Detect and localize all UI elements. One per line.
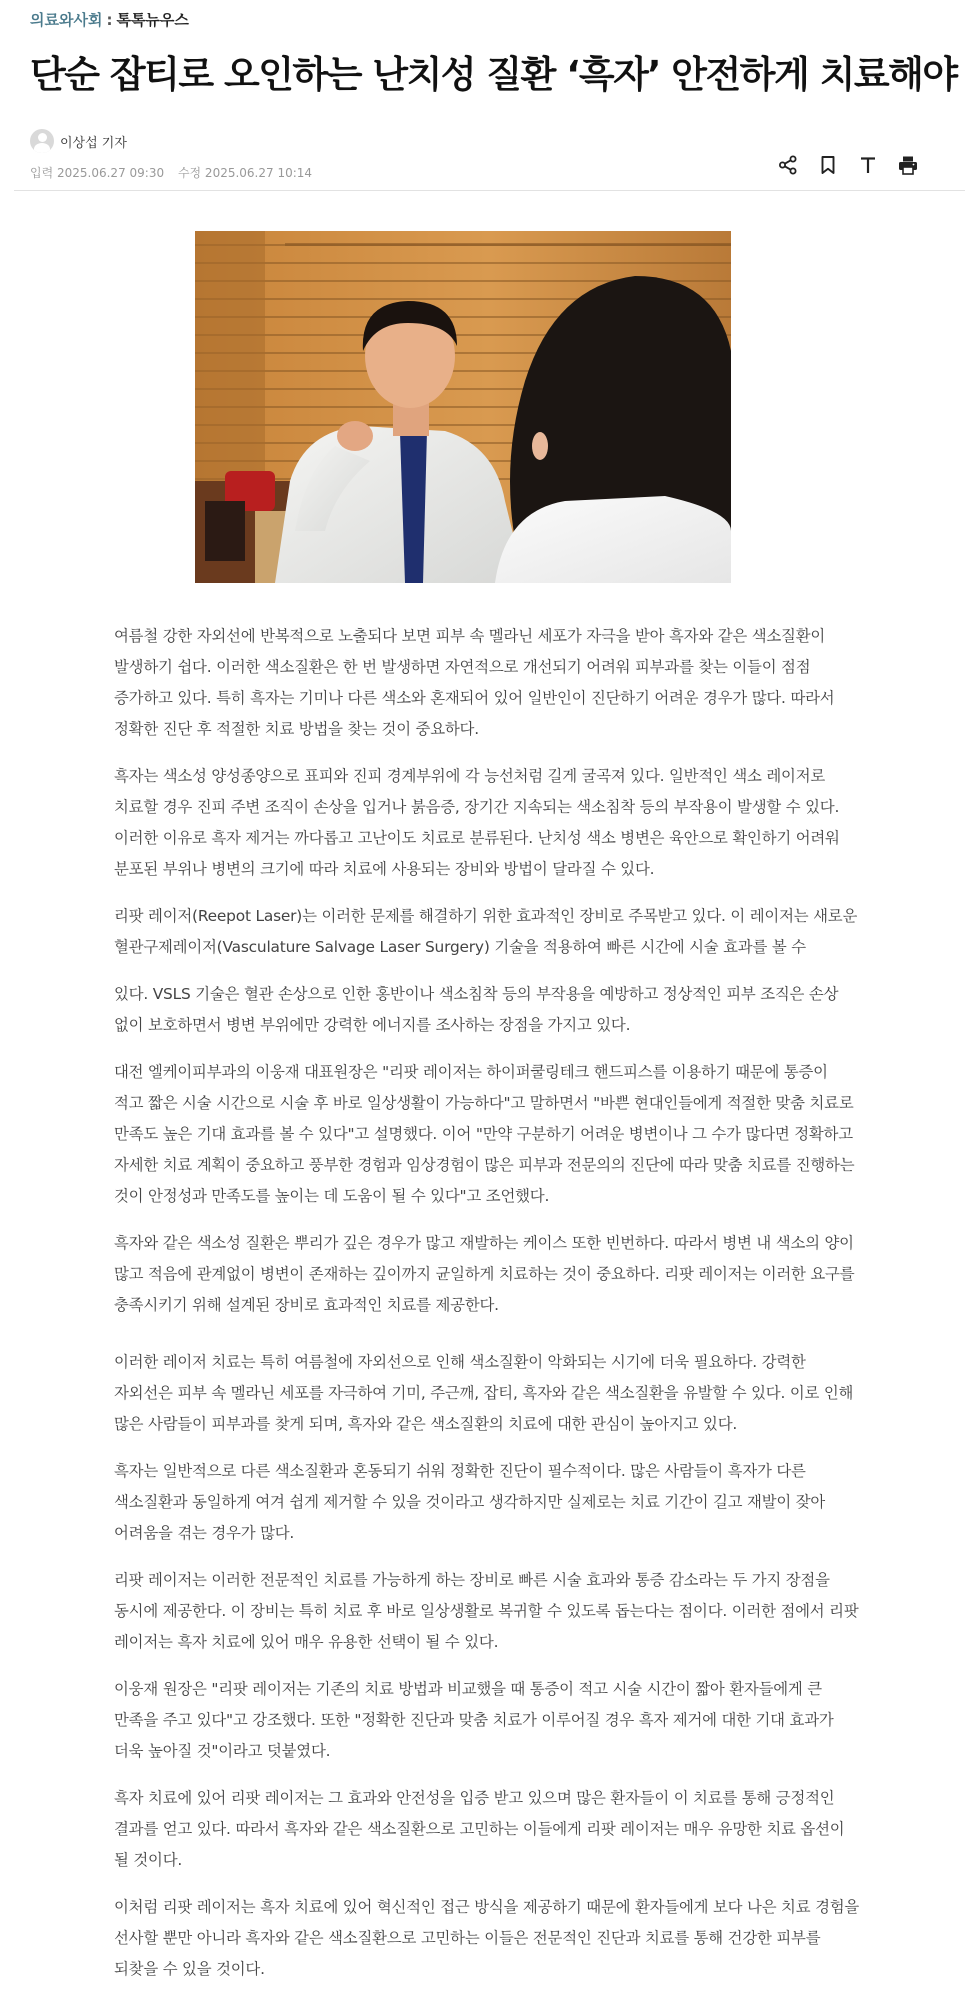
font-size-button[interactable] bbox=[855, 152, 881, 178]
bookmark-button[interactable] bbox=[815, 152, 841, 178]
article-paragraph: 있다. VSLS 기술은 혈관 손상으로 인한 홍반이나 색소침착 등의 부작용을 예방하고 정상적인 피부 조직은 손상 없이 보호하면서 병변 부위에만 강력한 에너지를 조사하는 장점을 가지고 있다. bbox=[114, 985, 839, 1034]
article-meta bbox=[30, 128, 935, 190]
article-paragraph: 대전 엘케이피부과의 이웅재 대표원장은 "리팟 레이저는 하이퍼쿨링테크 핸드피스를 이용하기 때문에 통증이 적고 짧은 시술 시간으로 시술 후 바로 일상생활이 가능하다"고 말하면서 "바쁜 현대인들에게 적절한 맞춤 치료로 만족도 높은 기대 효과를 볼 수 있다"고 설명했다. 이어 "만약 구분하기 어려운 병변이나 그 수가 많다면 정확하고 자세한 치료 계획이 중요하고 풍부한 경험과 임상경험이 많은 피부과 전문의의 진단에 따라 맞춤 치료를 진행하는 것이 안정성과 만족도를 높이는 데 도움이 될 수 있다"고 조언했다. bbox=[114, 1063, 855, 1205]
share-icon bbox=[777, 154, 799, 176]
article-tools bbox=[775, 152, 921, 178]
published-date: 입력 2025.06.27 09:30 bbox=[30, 166, 165, 180]
article-paragraph: 이처럼 리팟 레이저는 흑자 치료에 있어 혁신적인 접근 방식을 제공하기 때문에 환자들에게 보다 나은 치료 경험을 선사할 뿐만 아니라 흑자와 같은 색소질환으로 고민하는 이들은 전문적인 진단과 치료를 통해 건강한 피부를 되찾을 수 있을 것이다. bbox=[114, 1898, 860, 1978]
article-body bbox=[114, 621, 860, 1985]
modified-date: 수정 2025.06.27 10:14 bbox=[177, 166, 313, 180]
font-size-icon bbox=[857, 154, 879, 176]
author-info bbox=[30, 128, 935, 154]
breadcrumb bbox=[30, 10, 935, 30]
article-paragraph: 이러한 레이저 치료는 특히 여름철에 자외선으로 인해 색소질환이 악화되는 시기에 더욱 필요하다. 강력한 자외선은 피부 속 멜라닌 세포를 자극하여 기미, 주근깨, 잡티, 흑자와 같은 색소질환을 유발할 수 있다. 이로 인해 많은 사람들이 피부과를 찾게 되며, 흑자와 같은 색소질환의 치료에 대한 관심이 높아지고 있다. bbox=[114, 1353, 854, 1433]
article-paragraph: 이웅재 원장은 "리팟 레이저는 기존의 치료 방법과 비교했을 때 통증이 적고 시술 시간이 짧아 환자들에게 큰 만족을 주고 있다"고 강조했다. 또한 "정확한 진단과 맞춤 치료가 이루어질 경우 흑자 제거에 대한 기대 효과가 더욱 높아질 것"이라고 덧붙였다. bbox=[114, 1680, 834, 1760]
share-button[interactable] bbox=[775, 152, 801, 178]
article-paragraph: 흑자와 같은 색소성 질환은 뿌리가 깊은 경우가 많고 재발하는 케이스 또한 빈번하다. 따라서 병변 내 색소의 양이 많고 적음에 관계없이 병변이 존재하는 깊이까지 균일하게 치료하는 것이 중요하다. 리팟 레이저는 이러한 요구를 충족시키기 위해 설계된 장비로 효과적인 치료를 제공한다. bbox=[114, 1234, 855, 1314]
article-headline: 단순 잡티로 오인하는 난치성 질환 ‘흑자’ 안전하게 치료해야 bbox=[30, 53, 957, 96]
article-paragraph: 리팟 레이저(Reepot Laser)는 이러한 문제를 해결하기 위한 효과적인 장비로 주목받고 있다. 이 레이저는 새로운 혈관구제레이저(Vasculature Salvage Laser Surgery) 기술을 적용하여 빠른 시간에 시술 효과를 볼 수 bbox=[114, 907, 858, 956]
article-paragraph: 흑자는 일반적으로 다른 색소질환과 혼동되기 쉬워 정확한 진단이 필수적이다. 많은 사람들이 흑자가 다른 색소질환과 동일하게 여겨 쉽게 제거할 수 있을 것이라고 생각하지만 실제로는 치료 기간이 길고 재발이 잦아 어려움을 겪는 경우가 많다. bbox=[114, 1462, 826, 1542]
author-name[interactable]: 이상섭 기자 bbox=[60, 135, 127, 151]
breadcrumb-subsection-link[interactable]: 톡톡뉴우스 bbox=[116, 11, 189, 29]
article-photo bbox=[195, 231, 731, 583]
header-divider bbox=[14, 190, 965, 191]
avatar bbox=[30, 129, 54, 153]
article-paragraph: 흑자는 색소성 양성종양으로 표피와 진피 경계부위에 각 능선처럼 길게 굴곡져 있다. 일반적인 색소 레이저로 치료할 경우 진피 주변 조직이 손상을 입거나 붉음증, 장기간 지속되는 색소침착 등의 부작용이 발생할 수 있다. 이러한 이유로 흑자 제거는 까다롭고 고난이도 치료로 분류된다. 난치성 색소 병변은 육안으로 확인하기 어려워 분포된 부위나 병변의 크기에 따라 치료에 사용되는 장비와 방법이 달라질 수 있다. bbox=[114, 767, 840, 878]
breadcrumb-separator: : bbox=[106, 11, 113, 29]
bookmark-icon bbox=[817, 154, 839, 176]
article-paragraph: 흑자 치료에 있어 리팟 레이저는 그 효과와 안전성을 입증 받고 있으며 많은 환자들이 이 치료를 통해 긍정적인 결과를 얻고 있다. 따라서 흑자와 같은 색소질환으로 고민하는 이들에게 리팟 레이저는 매우 유망한 치료 옵션이 될 것이다. bbox=[114, 1789, 845, 1869]
article-paragraph: 여름철 강한 자외선에 반복적으로 노출되다 보면 피부 속 멜라닌 세포가 자극을 받아 흑자와 같은 색소질환이 발생하기 쉽다. 이러한 색소질환은 한 번 발생하면 자연적으로 개선되기 어려워 피부과를 찾는 이들이 점점 증가하고 있다. 특히 흑자는 기미나 다른 색소와 혼재되어 있어 일반인이 진단하기 어려운 경우가 많다. 따라서 정확한 진단 후 적절한 치료 방법을 찾는 것이 중요하다. bbox=[114, 627, 835, 738]
print-button[interactable] bbox=[895, 152, 921, 178]
print-icon bbox=[897, 154, 919, 176]
article-paragraph: 리팟 레이저는 이러한 전문적인 치료를 가능하게 하는 장비로 빠른 시술 효과와 통증 감소라는 두 가지 장점을 동시에 제공한다. 이 장비는 특히 치료 후 바로 일상생활로 복귀할 수 있도록 돕는다는 점이다. 이러한 점에서 리팟 레이저는 흑자 치료에 있어 매우 유용한 선택이 될 수 있다. bbox=[114, 1571, 859, 1651]
breadcrumb-section-link[interactable]: 의료와사회 bbox=[30, 11, 103, 29]
